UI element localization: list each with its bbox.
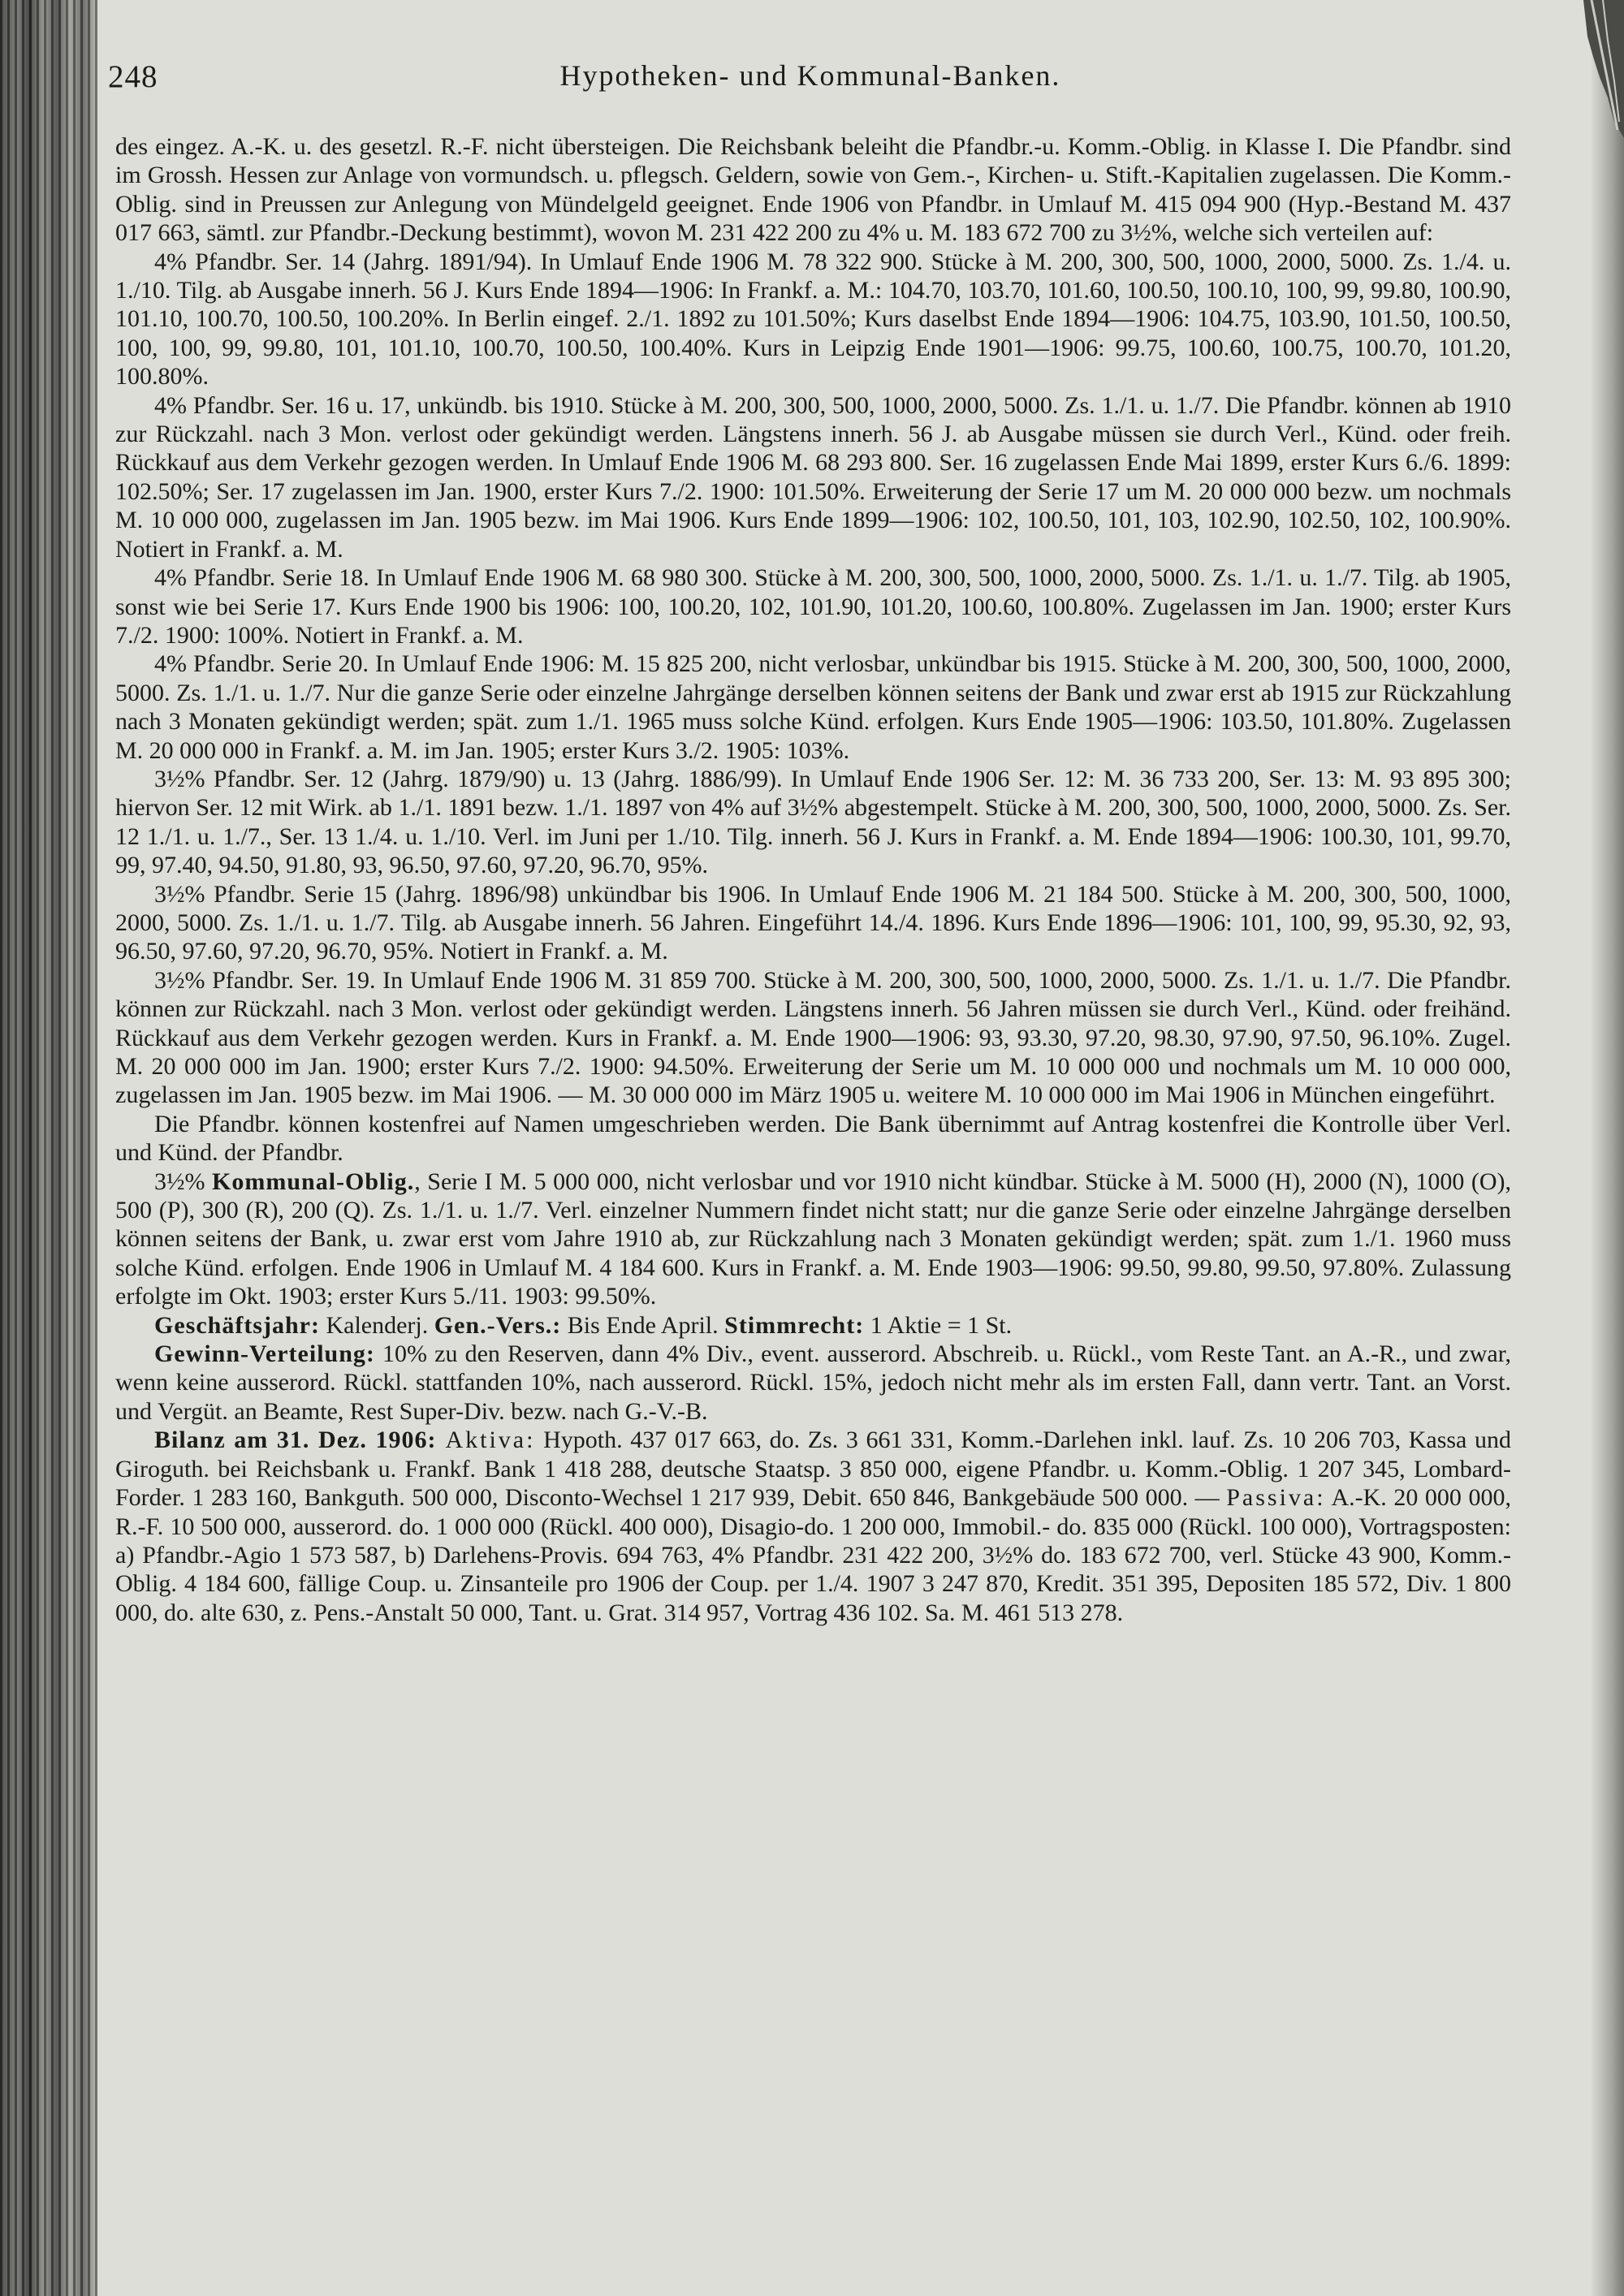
corner-ornament-icon — [1535, 0, 1624, 138]
gen-vers-value: Bis Ende April. — [561, 1311, 725, 1339]
bilanz-heading: Bilanz am 31. Dez. 1906: — [154, 1426, 437, 1454]
kommunal-oblig-rate: 3½% — [154, 1167, 213, 1195]
paragraph-gewinn-verteilung — [115, 1340, 1511, 1426]
geschaeftsjahr-value: Kalenderj. — [319, 1311, 434, 1339]
gewinn-verteilung-text: 10% zu den Reserven, dann 4% Div., event. ausserord. Abschreib. u. Rückl., vom Reste Tant. an A.-R., und zwar, wenn keine ausserord. Rückl. stattfanden 10%, nach ausserord. Rückl. 15%, jedoch nicht mehr als im ersten Fall, dann vertr. Tant. an Vorst. und Vergüt. an Beamte, Rest Super-Div. bezw. nach G.-V.-B. — [115, 1340, 1511, 1425]
page-header — [108, 58, 1513, 107]
kommunal-oblig-heading: Kommunal-Oblig. — [212, 1167, 415, 1195]
gen-vers-label: Gen.-Vers.: — [434, 1311, 562, 1339]
paragraph-pfandbr-ser14: 4% Pfandbr. Ser. 14 (Jahrg. 1891/94). In Umlauf Ende 1906 M. 78 322 900. Stücke à M. 200, 300, 500, 1000, 2000, 5000. Zs. 1./4. u. 1./10. Tilg. ab Ausgabe innerh. 56 J. Kurs Ende 1894—1906: In Frankf. a. M.: 104.70, 103.70, 101.60, 100.50, 100.10, 100, 99, 99.80, 100.90, 101.10, 100.70, 100.50, 100.20%. In Berlin eingef. 2./1. 1892 zu 101.50%; Kurs daselbst Ende 1894—1906: 104.75, 103.90, 101.50, 100.50, 100, 100, 99, 99.80, 101, 101.10, 100.70, 100.50, 100.40%. Kurs in Leipzig Ende 1901—1906: 99.75, 100.60, 100.75, 100.70, 101.20, 100.80%. — [115, 248, 1511, 391]
paragraph-pfandbr-ser12-13: 3½% Pfandbr. Ser. 12 (Jahrg. 1879/90) u. 13 (Jahrg. 1886/99). In Umlauf Ende 1906 Ser. 12: M. 36 733 200, Ser. 13: M. 93 895 300; hiervon Ser. 12 mit Wirk. ab 1./1. 1891 bezw. 1./1. 1897 von 4% auf 3½% abgestempelt. Stücke à M. 200, 300, 500, 1000, 2000, 5000. Zs. Ser. 12 1./1. u. 1./7., Ser. 13 1./4. u. 1./10. Verl. im Juni per 1./10. Tilg. innerh. 56 J. Kurs in Frankf. a. M. Ende 1894—1906: 100.30, 101, 99.70, 99, 97.40, 94.50, 91.80, 93, 96.50, 97.60, 97.20, 96.70, 95%. — [115, 765, 1511, 879]
page-number: 248 — [108, 59, 158, 94]
paragraph-pfandbr-ser19: 3½% Pfandbr. Ser. 19. In Umlauf Ende 1906 M. 31 859 700. Stücke à M. 200, 300, 500, 1000, 2000, 5000. Zs. 1./1. u. 1./7. Die Pfandbr. können zur Rückzahl. nach 3 Mon. verlost oder gekündigt werden. Längstens innerh. 56 Jahren müssen sie durch Verl., Künd. oder freihänd. Rückkauf aus dem Verkehr gezogen werden. Kurs in Frankf. a. M. Ende 1900—1906: 93, 93.30, 97.20, 98.30, 97.90, 97.50, 96.10%. Zugel. M. 20 000 000 im Jan. 1900; erster Kurs 7./2. 1900: 94.50%. Erweiterung der Serie um M. 10 000 000 und nochmals um M. 10 000 000, zugelassen im Jan. 1905 bezw. im Mai 1906. — M. 30 000 000 im März 1905 u. weitere M. 10 000 000 im Mai 1906 in München eingeführt. — [115, 966, 1511, 1109]
paragraph-geschaeftsjahr — [115, 1311, 1511, 1340]
paragraph-pfandbrief-intro: des eingez. A.-K. u. des gesetzl. R.-F. nicht übersteigen. Die Reichsbank beleiht die Pfandbr.-u. Komm.-Oblig. in Klasse I. Die Pfandbr. sind im Grossh. Hessen zur Anlage von vormundsch. u. pflegsch. Geldern, sowie von Gem.-, Kirchen- u. Stift.-Kapitalien zugelassen. Die Komm.-Oblig. sind in Preussen zur Anlegung von Mündelgeld geeignet. Ende 1906 von Pfandbr. in Umlauf M. 415 094 900 (Hyp.-Bestand M. 437 017 663, sämtl. zur Pfandbr.-Deckung bestimmt), wovon M. 231 422 200 zu 4% u. M. 183 672 700 zu 3½%, welche sich verteilen auf: — [115, 133, 1511, 247]
paragraph-pfandbr-ser15: 3½% Pfandbr. Serie 15 (Jahrg. 1896/98) unkündbar bis 1906. In Umlauf Ende 1906 M. 21 184 500. Stücke à M. 200, 300, 500, 1000, 2000, 5000. Zs. 1./1. u. 1./7. Tilg. ab Ausgabe innerh. 56 Jahren. Eingeführt 14./4. 1896. Kurs Ende 1896—1906: 101, 100, 99, 95.30, 92, 93, 96.50, 97.60, 97.20, 96.70, 95%. Notiert in Frankf. a. M. — [115, 880, 1511, 965]
body-text — [115, 132, 1511, 1627]
running-title: Hypotheken- und Kommunal-Banken. — [559, 59, 1061, 92]
aktiva-text: Hypoth. 437 017 663, do. Zs. 3 661 331, Komm.-Darlehen inkl. lauf. Zs. 10 206 703, Kassa und Giroguth. bei Reichsbank u. Frankf. Bank 1 418 288, deutsche Staatsp. 3 850 000, eigene Pfandbr. u. Komm.-Oblig. 1 207 345, Lombard-Forder. 1 283 160, Bankguth. 500 000, Disconto-Wechsel 1 217 939, Debit. 650 846, Bankgebäude 500 000. — — [115, 1426, 1511, 1512]
paragraph-namensumschreibung: Die Pfandbr. können kostenfrei auf Namen umgeschrieben werden. Die Bank übernimmt auf Antrag kostenfrei die Kontrolle über Verl. und Künd. der Pfandbr. — [115, 1110, 1511, 1167]
geschaeftsjahr-label: Geschäftsjahr: — [154, 1311, 320, 1339]
binding-stripes — [0, 0, 97, 2296]
aktiva-label: Aktiva: — [436, 1426, 536, 1454]
page-edge — [1592, 0, 1624, 2296]
paragraph-bilanz — [115, 1426, 1511, 1627]
stimmrecht-label: Stimmrecht: — [724, 1311, 865, 1339]
gewinn-verteilung-label: Gewinn-Verteilung: — [154, 1340, 375, 1368]
kommunal-oblig-text: , Serie I M. 5 000 000, nicht verlosbar und vor 1910 nicht kündbar. Stücke à M. 5000 (H), 2000 (N), 1000 (O), 500 (P), 300 (R), 200 (Q). Zs. 1./1. u. 1./7. Verl. einzelner Nummern findet nicht statt; nur die ganze Serie oder einzelne Jahrgänge derselben können seitens der Bank, u. zwar erst vom Jahre 1910 ab, zur Rückzahlung nach 3 Monaten gekündigt werden; spät. zum 1./1. 1960 muss solche Künd. erfolgen. Ende 1906 in Umlauf M. 4 184 600. Kurs in Frankf. a. M. Ende 1903—1906: 99.50, 99.80, 99.50, 97.80%. Zulassung erfolgte im Okt. 1903; erster Kurs 5./11. 1903: 99.50%. — [115, 1167, 1511, 1310]
paragraph-pfandbr-ser20: 4% Pfandbr. Serie 20. In Umlauf Ende 1906: M. 15 825 200, nicht verlosbar, unkündbar bis 1915. Stücke à M. 200, 300, 500, 1000, 2000, 5000. Zs. 1./1. u. 1./7. Nur die ganze Serie oder einzelne Jahrgänge derselben können seitens der Bank und zwar erst ab 1915 zur Rückzahlung nach 3 Monaten gekündigt werden; spät. zum 1./1. 1965 muss solche Künd. erfolgen. Kurs Ende 1905—1906: 103.50, 101.80%. Zugelassen M. 20 000 000 in Frankf. a. M. im Jan. 1905; erster Kurs 3./2. 1905: 103%. — [115, 650, 1511, 764]
stimmrecht-value: 1 Aktie = 1 St. — [864, 1311, 1013, 1339]
paragraph-pfandbr-ser16-17: 4% Pfandbr. Ser. 16 u. 17, unkündb. bis 1910. Stücke à M. 200, 300, 500, 1000, 2000, 5000. Zs. 1./1. u. 1./7. Die Pfandbr. können ab 1910 zur Rückzahl. nach 3 Mon. verlost oder gekündigt werden. Längstens innerh. 56 J. ab Ausgabe müssen sie durch Verl., Künd. oder freih. Rückkauf aus dem Verkehr gezogen werden. In Umlauf Ende 1906 M. 68 293 800. Ser. 16 zugelassen Ende Mai 1899, erster Kurs 6./6. 1899: 102.50%; Ser. 17 zugelassen im Jan. 1900, erster Kurs 7./2. 1900: 101.50%. Erweiterung der Serie 17 um M. 20 000 000 bezw. um nochmals M. 10 000 000, zugelassen im Jan. 1905 bezw. im Mai 1906. Kurs Ende 1899—1906: 102, 100.50, 101, 103, 102.90, 102.50, 102, 100.90%. Notiert in Frankf. a. M. — [115, 391, 1511, 563]
passiva-text: A.-K. 20 000 000, R.-F. 10 500 000, ausserord. do. 1 000 000 (Rückl. 400 000), Disagio-do. 1 200 000, Immobil.- do. 835 000 (Rückl. 100 000), Vortragsposten: a) Pfandbr.-Agio 1 573 587, b) Darlehens-Provis. 694 763, 4% Pfandbr. 231 422 200, 3½% do. 183 672 700, verl. Stücke 43 900, Komm.-Oblig. 4 184 600, fällige Coup. u. Zinsanteile pro 1906 der Coup. per 1./4. 1907 3 247 870, Kredit. 351 395, Depositen 185 572, Div. 1 800 000, do. alte 630, z. Pens.-Anstalt 50 000, Tant. u. Grat. 314 957, Vortrag 436 102. Sa. M. 461 513 278. — [115, 1484, 1511, 1626]
paragraph-pfandbr-ser18: 4% Pfandbr. Serie 18. In Umlauf Ende 1906 M. 68 980 300. Stücke à M. 200, 300, 500, 1000, 2000, 5000. Zs. 1./1. u. 1./7. Tilg. ab 1905, sonst wie bei Serie 17. Kurs Ende 1900 bis 1906: 100, 100.20, 102, 101.90, 101.20, 100.60, 100.80%. Zugelassen im Jan. 1900; erster Kurs 7./2. 1900: 100%. Notiert in Frankf. a. M. — [115, 564, 1511, 649]
passiva-label: Passiva: — [1226, 1484, 1326, 1512]
paragraph-kommunal-oblig — [115, 1167, 1511, 1311]
